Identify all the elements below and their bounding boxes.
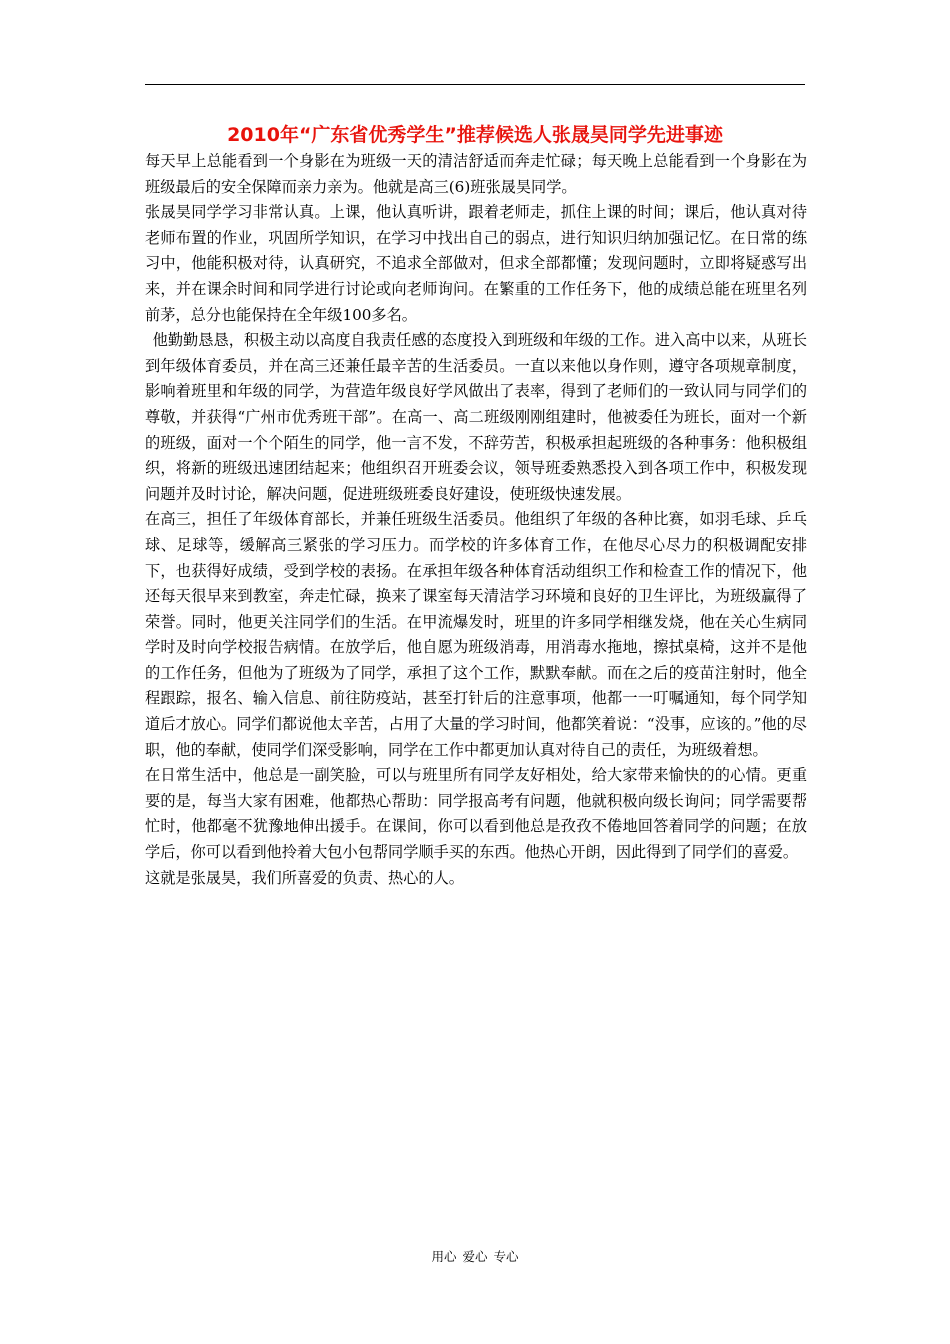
document-title: 2010年“广东省优秀学生”推荐候选人张晟昊同学先进事迹 — [227, 124, 723, 146]
paragraph-study: 张晟昊同学学习非常认真。上课，他认真听讲，跟着老师走，抓住上课的时间；课后，他认真对待老师布置的作业，巩固所学知识，在学习中找出自己的弱点，进行知识归纳加强记忆。在日常的练习中，他能积极对待，认真研究，不追求全部做对，但求全部都懂；发现问题时，立即将疑惑写出来，并在课余时间和同学进行讨论或向老师询问。在繁重的工作任务下，他的成绩总能在班里名列前茅，总分也能保持在全年级100多名。 — [145, 203, 807, 324]
paragraph-intro: 每天早上总能看到一个身影在为班级一天的清洁舒适而奔走忙碌；每天晚上总能看到一个身影在为班级最后的安全保障而亲力亲为。他就是高三(6)班张晟昊同学。 — [145, 152, 807, 196]
document-body — [145, 149, 807, 891]
paragraph-conclusion: 这就是张晟昊，我们所喜爱的负责、热心的人。 — [145, 868, 464, 887]
paragraph-daily-life: 在日常生活中，他总是一副笑脸，可以与班里所有同学友好相处，给大家带来愉快的的心情。更重要的是，每当大家有困难，他都热心帮助：同学报高考有问题，他就积极向级长询问；同学需要帮忙时，他都毫不犹豫地伸出援手。在课间，你可以看到他总是孜孜不倦地回答着同学的问题；在放学后，你可以看到他拎着大包小包帮同学顺手买的东西。他热心开朗，因此得到了同学们的喜爱。 — [145, 766, 807, 862]
page-footer: 用心 爱心 专心 — [431, 1249, 519, 1264]
paragraph-senior-year: 在高三，担任了年级体育部长，并兼任班级生活委员。他组织了年级的各种比赛，如羽毛球、乒乓球、足球等，缓解高三紧张的学习压力。而学校的许多体育工作，在他尽心尽力的积极调配安排下，也获得好成绩，受到学校的表扬。在承担年级各种体育活动组织工作和检查工作的情况下，他还每天很早来到教室，奔走忙碌，换来了课室每天清洁学习环境和良好的卫生评比，为班级赢得了荣誉。同时，他更关注同学们的生活。在甲流爆发时，班里的许多同学相继发烧，他在关心生病同学时及时向学校报告病情。在放学后，他自愿为班级消毒，用消毒水拖地，擦拭桌椅，这并不是他的工作任务，但他为了班级为了同学，承担了这个工作，默默奉献。而在之后的疫苗注射时，他全程跟踪，报名、输入信息、前往防疫站，甚至打针后的注意事项，他都一一叮嘱通知，每个同学知道后才放心。同学们都说他太辛苦，占用了大量的学习时间，他都笑着说：“没事，应该的。”他的尽职，他的奉献，使同学们深受影响，同学在工作中都更加认真对待自己的责任，为班级着想。 — [145, 510, 807, 759]
header-rule — [145, 84, 805, 85]
paragraph-class-work: 他勤勤恳恳，积极主动以高度自我责任感的态度投入到班级和年级的工作。进入高中以来，从班长到年级体育委员，并在高三还兼任最辛苦的生活委员。一直以来他以身作则，遵守各项规章制度，影响着班里和年级的同学，为营造年级良好学风做出了表率，得到了老师们的一致认同与同学们的尊敬，并获得“广州市优秀班干部”。在高一、高二班级刚刚组建时，他被委任为班长，面对一个新的班级，面对一个个陌生的同学，他一言不发，不辞劳苦，积极承担起班级的各种事务：他积极组织，将新的班级迅速团结起来；他组织召开班委会议，领导班委熟悉投入到各项工作中，积极发现问题并及时讨论，解决问题，促进班级班委良好建设，使班级快速发展。 — [145, 331, 807, 503]
